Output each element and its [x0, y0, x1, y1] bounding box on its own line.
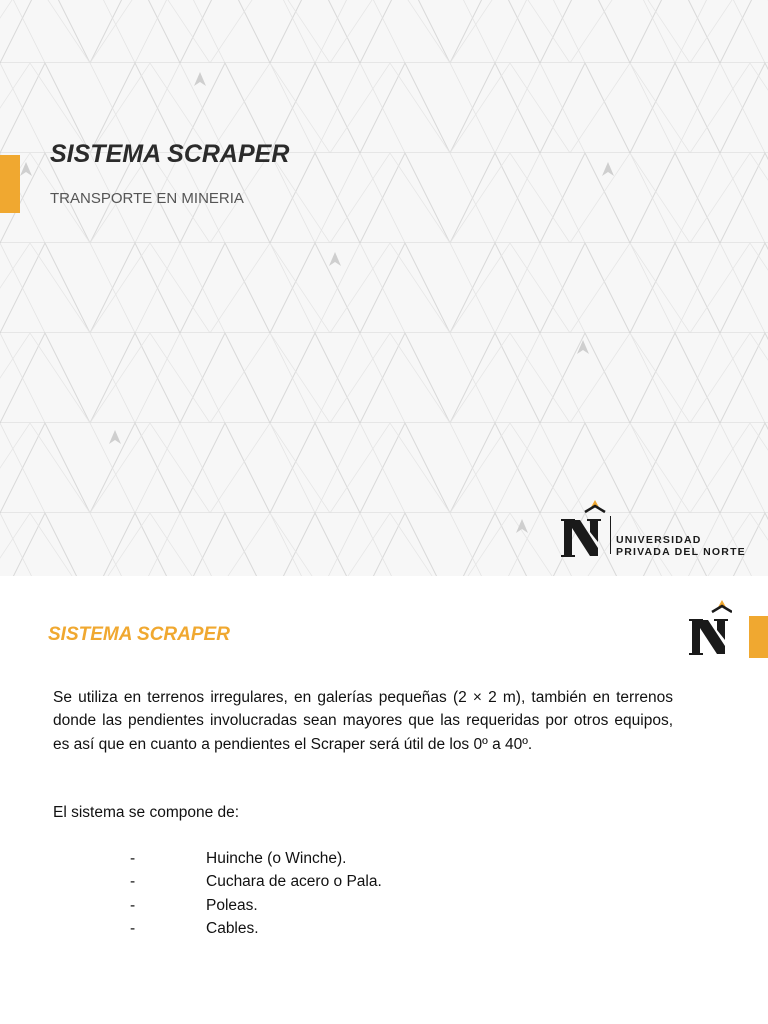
- list-dash: -: [130, 919, 136, 937]
- description-paragraph: Se utiliza en terrenos irregulares, en galerías pequeñas (2 × 2 m), también en terrenos donde las pendientes involucradas sean mayores que las requeridas por otros equipos, es así que en cuanto a pendientes el Scraper será útil de los 0º a 40º.: [53, 689, 673, 753]
- list-dash: -: [130, 896, 136, 914]
- upn-logo-icon: [688, 598, 732, 658]
- components-intro: El sistema se compone de:: [53, 804, 240, 821]
- upn-logo-icon: [560, 498, 606, 560]
- logo-separator: [610, 516, 611, 554]
- content-title: SISTEMA SCRAPER: [48, 624, 230, 645]
- list-dash: -: [130, 850, 136, 867]
- list-item-text: Cables.: [206, 919, 259, 937]
- accent-bar: [749, 616, 768, 658]
- list-item-text: Huinche (o Winche).: [206, 850, 347, 867]
- content-slide: [0, 576, 768, 1024]
- accent-bar: [0, 155, 20, 213]
- slide-title: SISTEMA SCRAPER: [50, 140, 290, 168]
- list-dash: -: [130, 873, 136, 891]
- university-name-line2: PRIVADA DEL NORTE: [616, 546, 746, 558]
- list-item-text: Poleas.: [206, 896, 258, 914]
- slide-subtitle: TRANSPORTE EN MINERIA: [50, 190, 244, 207]
- upn-logo: [560, 498, 760, 562]
- list-item-text: Cuchara de acero o Pala.: [206, 873, 382, 891]
- university-name: [616, 534, 746, 558]
- university-name-line1: UNIVERSIDAD: [616, 534, 702, 546]
